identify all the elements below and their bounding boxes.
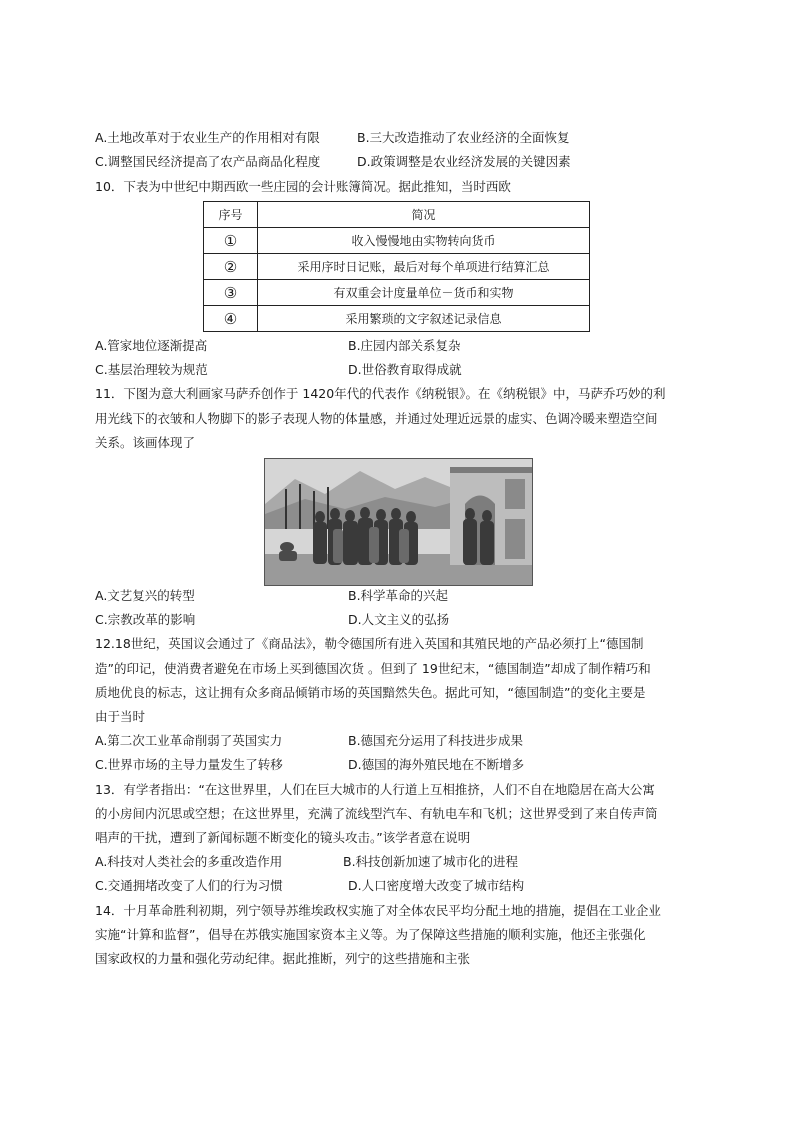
table-header-summary: 简况 bbox=[258, 202, 590, 228]
q11-option-c: C.宗教改革的影响 bbox=[95, 612, 196, 627]
q13-option-d: D.人口密度增大改变了城市结构 bbox=[348, 878, 525, 893]
q10-option-c: C.基层治理较为规范 bbox=[95, 362, 208, 377]
q13-stem-line-3: 唱声的干扰，遭到了新闻标题不断变化的镜头攻击。”该学者意在说明 bbox=[95, 830, 471, 845]
q12-stem-line-1: 12.18世纪，英国议会通过了《商品法》，勒令德国所有进入英国和其殖民地的产品必须打上“德国制 bbox=[95, 636, 644, 651]
q13-option-a: A.科技对人类社会的多重改造作用 bbox=[95, 854, 283, 869]
table-row bbox=[204, 254, 590, 280]
table-cell-index: ① bbox=[204, 228, 258, 254]
q11-stem-line-3: 关系。该画体现了 bbox=[95, 435, 196, 450]
table-cell-index: ④ bbox=[204, 306, 258, 332]
painting-image bbox=[264, 458, 533, 586]
table-cell-summary: 采用序时日记账，最后对每个单项进行结算汇总 bbox=[258, 254, 590, 280]
q14-stem-line-3: 国家政权的力量和强化劳动纪律。据此推断，列宁的这些措施和主张 bbox=[95, 951, 471, 966]
table-cell-index: ③ bbox=[204, 280, 258, 306]
q13-stem-line-1: 13．有学者指出：“在这世界里，人们在巨大城市的人行道上互相推挤，人们不自在地隐居在高大公寓 bbox=[95, 782, 655, 797]
table-cell-summary: 有双重会计度量单位－货币和实物 bbox=[258, 280, 590, 306]
q10-stem: 10．下表为中世纪中期西欧一些庄园的会计账簿简况。据此推知，当时西欧 bbox=[95, 179, 511, 194]
q10-table bbox=[203, 201, 590, 332]
q11-option-a: A.文艺复兴的转型 bbox=[95, 588, 195, 603]
q9-option-a: A.土地改革对于农业生产的作用相对有限 bbox=[95, 130, 320, 145]
q9-option-d: D.政策调整是农业经济发展的关键因素 bbox=[357, 154, 571, 169]
q12-option-c: C.世界市场的主导力量发生了转移 bbox=[95, 757, 283, 772]
q11-stem-line-1: 11．下图为意大利画家马萨乔创作于 1420年代的代表作《纳税银》。在《纳税银》中，马萨乔巧妙的利 bbox=[95, 386, 666, 401]
table-cell-summary: 收入慢慢地由实物转向货币 bbox=[258, 228, 590, 254]
q12-stem-line-4: 由于当时 bbox=[95, 709, 146, 724]
table-cell-summary: 采用繁琐的文字叙述记录信息 bbox=[258, 306, 590, 332]
q9-option-b: B.三大改造推动了农业经济的全面恢复 bbox=[357, 130, 570, 145]
q12-option-b: B.德国充分运用了科技进步成果 bbox=[348, 733, 524, 748]
table-header-index: 序号 bbox=[204, 202, 258, 228]
table-row bbox=[204, 306, 590, 332]
q9-option-c: C.调整国民经济提高了农产品商品化程度 bbox=[95, 154, 321, 169]
q12-stem-line-3: 质地优良的标志，这让拥有众多商品倾销市场的英国黯然失色。据此可知，“德国制造”的变化主要是 bbox=[95, 685, 646, 700]
table-cell-index: ② bbox=[204, 254, 258, 280]
q14-stem-line-2: 实施“计算和监督”，倡导在苏俄实施国家资本主义等。为了保障这些措施的顺利实施，他还主张强化 bbox=[95, 927, 646, 942]
q10-option-a: A.管家地位逐渐提高 bbox=[95, 338, 208, 353]
q12-stem-line-2: 造”的印记，使消费者避免在市场上买到德国次货 。但到了 19世纪末，“德国制造”却成了制作精巧和 bbox=[95, 661, 651, 676]
painting-illustration bbox=[265, 459, 532, 585]
q13-option-c: C.交通拥堵改变了人们的行为习惯 bbox=[95, 878, 283, 893]
table-row bbox=[204, 228, 590, 254]
q11-option-d: D.人文主义的弘扬 bbox=[348, 612, 450, 627]
q13-option-b: B.科技创新加速了城市化的进程 bbox=[343, 854, 519, 869]
q11-stem-line-2: 用光线下的衣皱和人物脚下的影子表现人物的体量感，并通过处理近远景的虚实、色调冷暖来塑造空间 bbox=[95, 411, 658, 426]
q12-option-a: A.第二次工业革命削弱了英国实力 bbox=[95, 733, 283, 748]
q14-stem-line-1: 14．十月革命胜利初期，列宁领导苏维埃政权实施了对全体农民平均分配土地的措施，提倡在工业企业 bbox=[95, 903, 661, 918]
q12-option-d: D.德国的海外殖民地在不断增多 bbox=[348, 757, 525, 772]
q10-option-d: D.世俗教育取得成就 bbox=[348, 362, 462, 377]
q13-stem-line-2: 的小房间内沉思或空想；在这世界里，充满了流线型汽车、有轨电车和飞机；这世界受到了来自传声筒 bbox=[95, 806, 658, 821]
q11-option-b: B.科学革命的兴起 bbox=[348, 588, 449, 603]
q10-option-b: B.庄园内部关系复杂 bbox=[348, 338, 461, 353]
table-header-row bbox=[204, 202, 590, 228]
table-row bbox=[204, 280, 590, 306]
